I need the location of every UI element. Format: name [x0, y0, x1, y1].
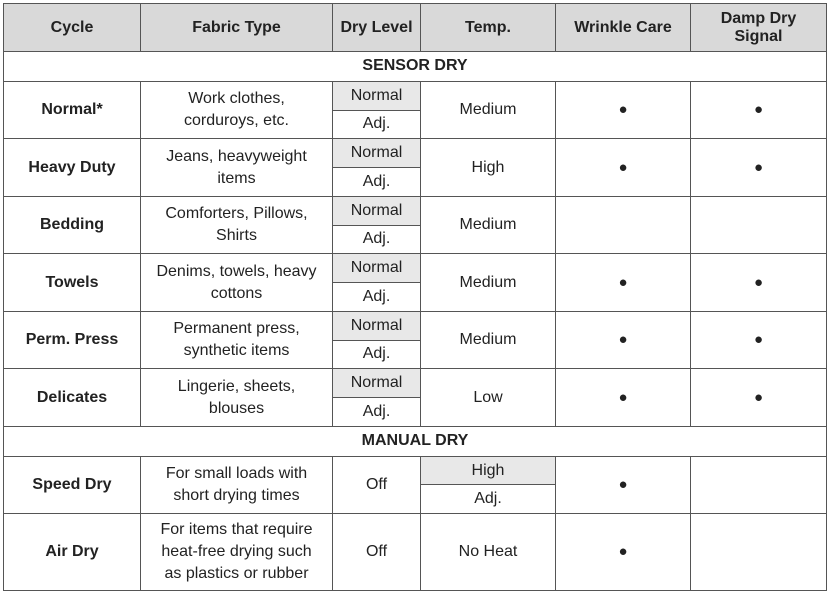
table-row: [4, 254, 827, 283]
header-wrinkle-care: Wrinkle Care: [556, 4, 691, 52]
dry-level-option: Normal: [333, 254, 421, 283]
temp-value: Medium: [421, 254, 556, 312]
cycle-name: Normal*: [4, 81, 141, 139]
fabric-type: For items that require heat-free drying such as plastics or rubber: [141, 514, 333, 591]
cycle-name: Heavy Duty: [4, 139, 141, 197]
section-row: [4, 426, 827, 456]
dry-level-option: Adj.: [333, 398, 421, 427]
table-row: [4, 311, 827, 340]
table-row: [4, 514, 827, 591]
wrinkle-care-dot: ●: [556, 456, 691, 514]
table-row: [4, 81, 827, 110]
damp-dry-dot: ●: [691, 139, 827, 197]
dry-level-option: Adj.: [333, 225, 421, 254]
dryer-cycle-table: [3, 3, 827, 591]
wrinkle-care-dot: ●: [556, 311, 691, 369]
cycle-name: Speed Dry: [4, 456, 141, 514]
section-manual-dry: MANUAL DRY: [4, 426, 827, 456]
dry-level-option: Adj.: [333, 110, 421, 139]
fabric-type: Work clothes, corduroys, etc.: [141, 81, 333, 139]
dry-level-option: Normal: [333, 139, 421, 168]
temp-value: High: [421, 139, 556, 197]
dry-level-option: Normal: [333, 196, 421, 225]
header-row: [4, 4, 827, 52]
fabric-type: For small loads with short drying times: [141, 456, 333, 514]
table-row: [4, 196, 827, 225]
temp-option: Adj.: [421, 485, 556, 514]
fabric-type: Comforters, Pillows, Shirts: [141, 196, 333, 254]
dry-level-option: Adj.: [333, 168, 421, 197]
damp-dry-dot: [691, 196, 827, 254]
header-temp: Temp.: [421, 4, 556, 52]
cycle-name: Air Dry: [4, 514, 141, 591]
wrinkle-care-dot: ●: [556, 514, 691, 591]
header-damp-dry-signal: Damp Dry Signal: [691, 4, 827, 52]
section-row: [4, 52, 827, 82]
header-cycle: Cycle: [4, 4, 141, 52]
fabric-type: Permanent press, synthetic items: [141, 311, 333, 369]
temp-option: High: [421, 456, 556, 485]
cycle-name: Perm. Press: [4, 311, 141, 369]
damp-dry-dot: ●: [691, 369, 827, 427]
cycle-name: Delicates: [4, 369, 141, 427]
temp-value: Medium: [421, 196, 556, 254]
cycle-name: Bedding: [4, 196, 141, 254]
wrinkle-care-dot: [556, 196, 691, 254]
damp-dry-dot: [691, 456, 827, 514]
temp-value: Medium: [421, 81, 556, 139]
fabric-type: Jeans, heavyweight items: [141, 139, 333, 197]
damp-dry-dot: ●: [691, 254, 827, 312]
dry-level-option: Adj.: [333, 340, 421, 369]
damp-dry-dot: ●: [691, 81, 827, 139]
table-row: [4, 139, 827, 168]
damp-dry-dot: ●: [691, 311, 827, 369]
temp-value: No Heat: [421, 514, 556, 591]
wrinkle-care-dot: ●: [556, 369, 691, 427]
cycle-name: Towels: [4, 254, 141, 312]
wrinkle-care-dot: ●: [556, 81, 691, 139]
dry-level-option: Adj.: [333, 283, 421, 312]
fabric-type: Denims, towels, heavy cottons: [141, 254, 333, 312]
header-fabric-type: Fabric Type: [141, 4, 333, 52]
fabric-type: Lingerie, sheets, blouses: [141, 369, 333, 427]
section-sensor-dry: SENSOR DRY: [4, 52, 827, 82]
table-row: [4, 369, 827, 398]
dry-level-value: Off: [333, 456, 421, 514]
table-row: [4, 456, 827, 485]
damp-dry-dot: [691, 514, 827, 591]
header-dry-level: Dry Level: [333, 4, 421, 52]
dry-level-option: Normal: [333, 369, 421, 398]
wrinkle-care-dot: ●: [556, 139, 691, 197]
temp-value: Low: [421, 369, 556, 427]
dry-level-value: Off: [333, 514, 421, 591]
temp-value: Medium: [421, 311, 556, 369]
wrinkle-care-dot: ●: [556, 254, 691, 312]
dry-level-option: Normal: [333, 311, 421, 340]
dry-level-option: Normal: [333, 81, 421, 110]
